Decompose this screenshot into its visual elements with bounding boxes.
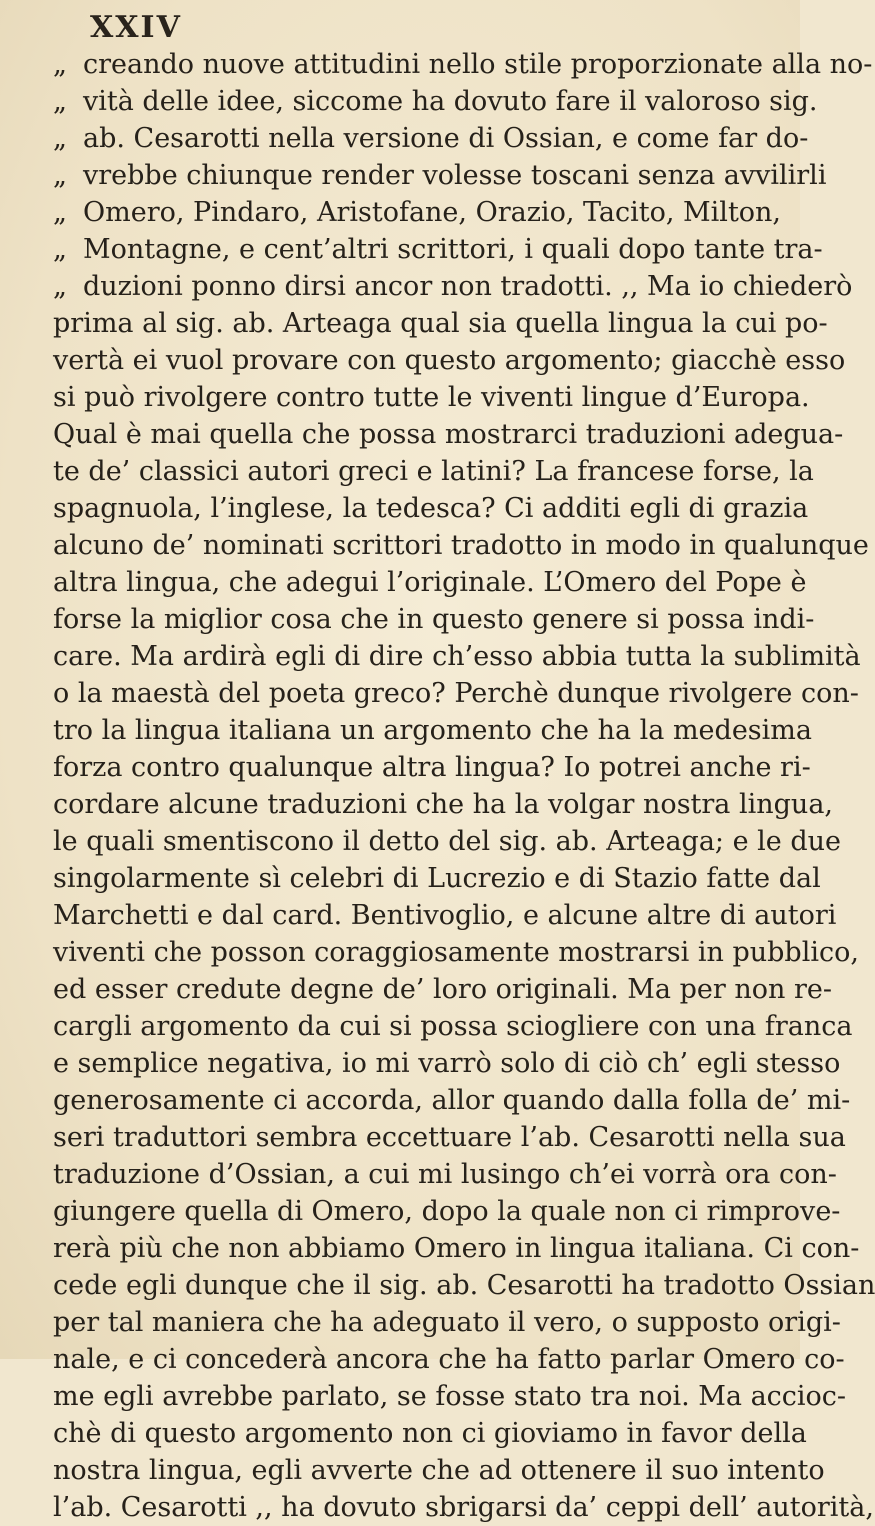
- quotation-mark: „: [53, 49, 67, 80]
- text-line: me egli avrebbe parlato, se fosse stato tra noi. Ma accioc-: [53, 1381, 847, 1412]
- text-line: Qual è mai quella che possa mostrarci traduzioni adegua-: [53, 419, 844, 450]
- page-number: XXIV: [90, 10, 182, 45]
- text-line: e semplice negativa, io mi varrò solo di ciò ch’ egli stesso: [53, 1048, 841, 1079]
- body-text: [53, 46, 875, 1526]
- text-line: [53, 268, 853, 305]
- text-line: te de’ classici autori greci e latini? La francese forse, la: [53, 456, 814, 487]
- line-text: ab. Cesarotti nella versione di Ossian, e come far do-: [83, 123, 809, 154]
- text-line: l’ab. Cesarotti ,, ha dovuto sbrigarsi da’ ceppi dell’ autorità,: [53, 1492, 874, 1523]
- line-text: duzioni ponno dirsi ancor non tradotti. ,, Ma io chiederò: [83, 271, 853, 302]
- text-line: Marchetti e dal card. Bentivoglio, e alcune altre di autori: [53, 900, 837, 931]
- text-line: ed esser credute degne de’ loro originali. Ma per non re-: [53, 974, 832, 1005]
- text-line: alcuno de’ nominati scrittori tradotto in modo in qualunque: [53, 530, 869, 561]
- text-line: traduzione d’Ossian, a cui mi lusingo ch’ei vorrà ora con-: [53, 1159, 837, 1190]
- text-line: [53, 83, 818, 120]
- quotation-mark: „: [53, 123, 67, 154]
- line-text: Omero, Pindaro, Aristofane, Orazio, Tacito, Milton,: [83, 197, 782, 228]
- text-line: singolarmente sì celebri di Lucrezio e di Stazio fatte dal: [53, 863, 821, 894]
- text-line: [53, 194, 783, 231]
- text-line: [53, 46, 873, 83]
- quotation-mark: „: [53, 271, 67, 302]
- text-line: vertà ei vuol provare con questo argomento; giacchè esso: [53, 345, 846, 376]
- text-line: viventi che posson coraggiosamente mostrarsi in pubblico,: [53, 937, 859, 968]
- text-line: forza contro qualunque altra lingua? Io potrei anche ri-: [53, 752, 811, 783]
- text-line: nale, e ci concederà ancora che ha fatto parlar Omero co-: [53, 1344, 845, 1375]
- text-line: si può rivolgere contro tutte le viventi lingue d’Europa.: [53, 382, 810, 413]
- text-line: generosamente ci accorda, allor quando dalla folla de’ mi-: [53, 1085, 851, 1116]
- text-line: [53, 157, 827, 194]
- text-line: seri traduttori sembra eccettuare l’ab. Cesarotti nella sua: [53, 1122, 846, 1153]
- text-line: nostra lingua, egli avverte che ad ottenere il suo intento: [53, 1455, 825, 1486]
- quotation-mark: „: [53, 86, 67, 117]
- text-line: o la maestà del poeta greco? Perchè dunque rivolgere con-: [53, 678, 859, 709]
- text-line: rerà più che non abbiamo Omero in lingua italiana. Ci con-: [53, 1233, 860, 1264]
- text-line: per tal maniera che ha adeguato il vero, o supposto origi-: [53, 1307, 841, 1338]
- quotation-mark: „: [53, 197, 67, 228]
- text-line: altra lingua, che adegui l’originale. L’Omero del Pope è: [53, 567, 807, 598]
- text-line: cargli argomento da cui si possa sciogliere con una franca: [53, 1011, 853, 1042]
- text-line: giungere quella di Omero, dopo la quale non ci rimprove-: [53, 1196, 841, 1227]
- text-line: forse la miglior cosa che in questo genere si possa indi-: [53, 604, 815, 635]
- text-line: care. Ma ardirà egli di dire ch’esso abbia tutta la sublimità: [53, 641, 861, 672]
- line-text: creando nuove attitudini nello stile proporzionate alla no-: [83, 49, 873, 80]
- text-line: le quali smentiscono il detto del sig. ab. Arteaga; e le due: [53, 826, 842, 857]
- line-text: vrebbe chiunque render volesse toscani senza avvilirli: [83, 160, 827, 191]
- text-line: spagnuola, l’inglese, la tedesca? Ci additi egli di grazia: [53, 493, 809, 524]
- quotation-mark: „: [53, 234, 67, 265]
- line-text: vità delle idee, siccome ha dovuto fare il valoroso sig.: [83, 86, 818, 117]
- text-line: cordare alcune traduzioni che ha la volgar nostra lingua,: [53, 789, 833, 820]
- text-line: cede egli dunque che il sig. ab. Cesarotti ha tradotto Ossian: [53, 1270, 875, 1301]
- line-text: Montagne, e cent’altri scrittori, i quali dopo tante tra-: [83, 234, 823, 265]
- text-line: [53, 120, 809, 157]
- text-line: chè di questo argomento non ci gioviamo in favor della: [53, 1418, 807, 1449]
- text-line: prima al sig. ab. Arteaga qual sia quella lingua la cui po-: [53, 308, 828, 339]
- text-line: tro la lingua italiana un argomento che ha la medesima: [53, 715, 812, 746]
- quotation-mark: „: [53, 160, 67, 191]
- text-line: [53, 231, 823, 268]
